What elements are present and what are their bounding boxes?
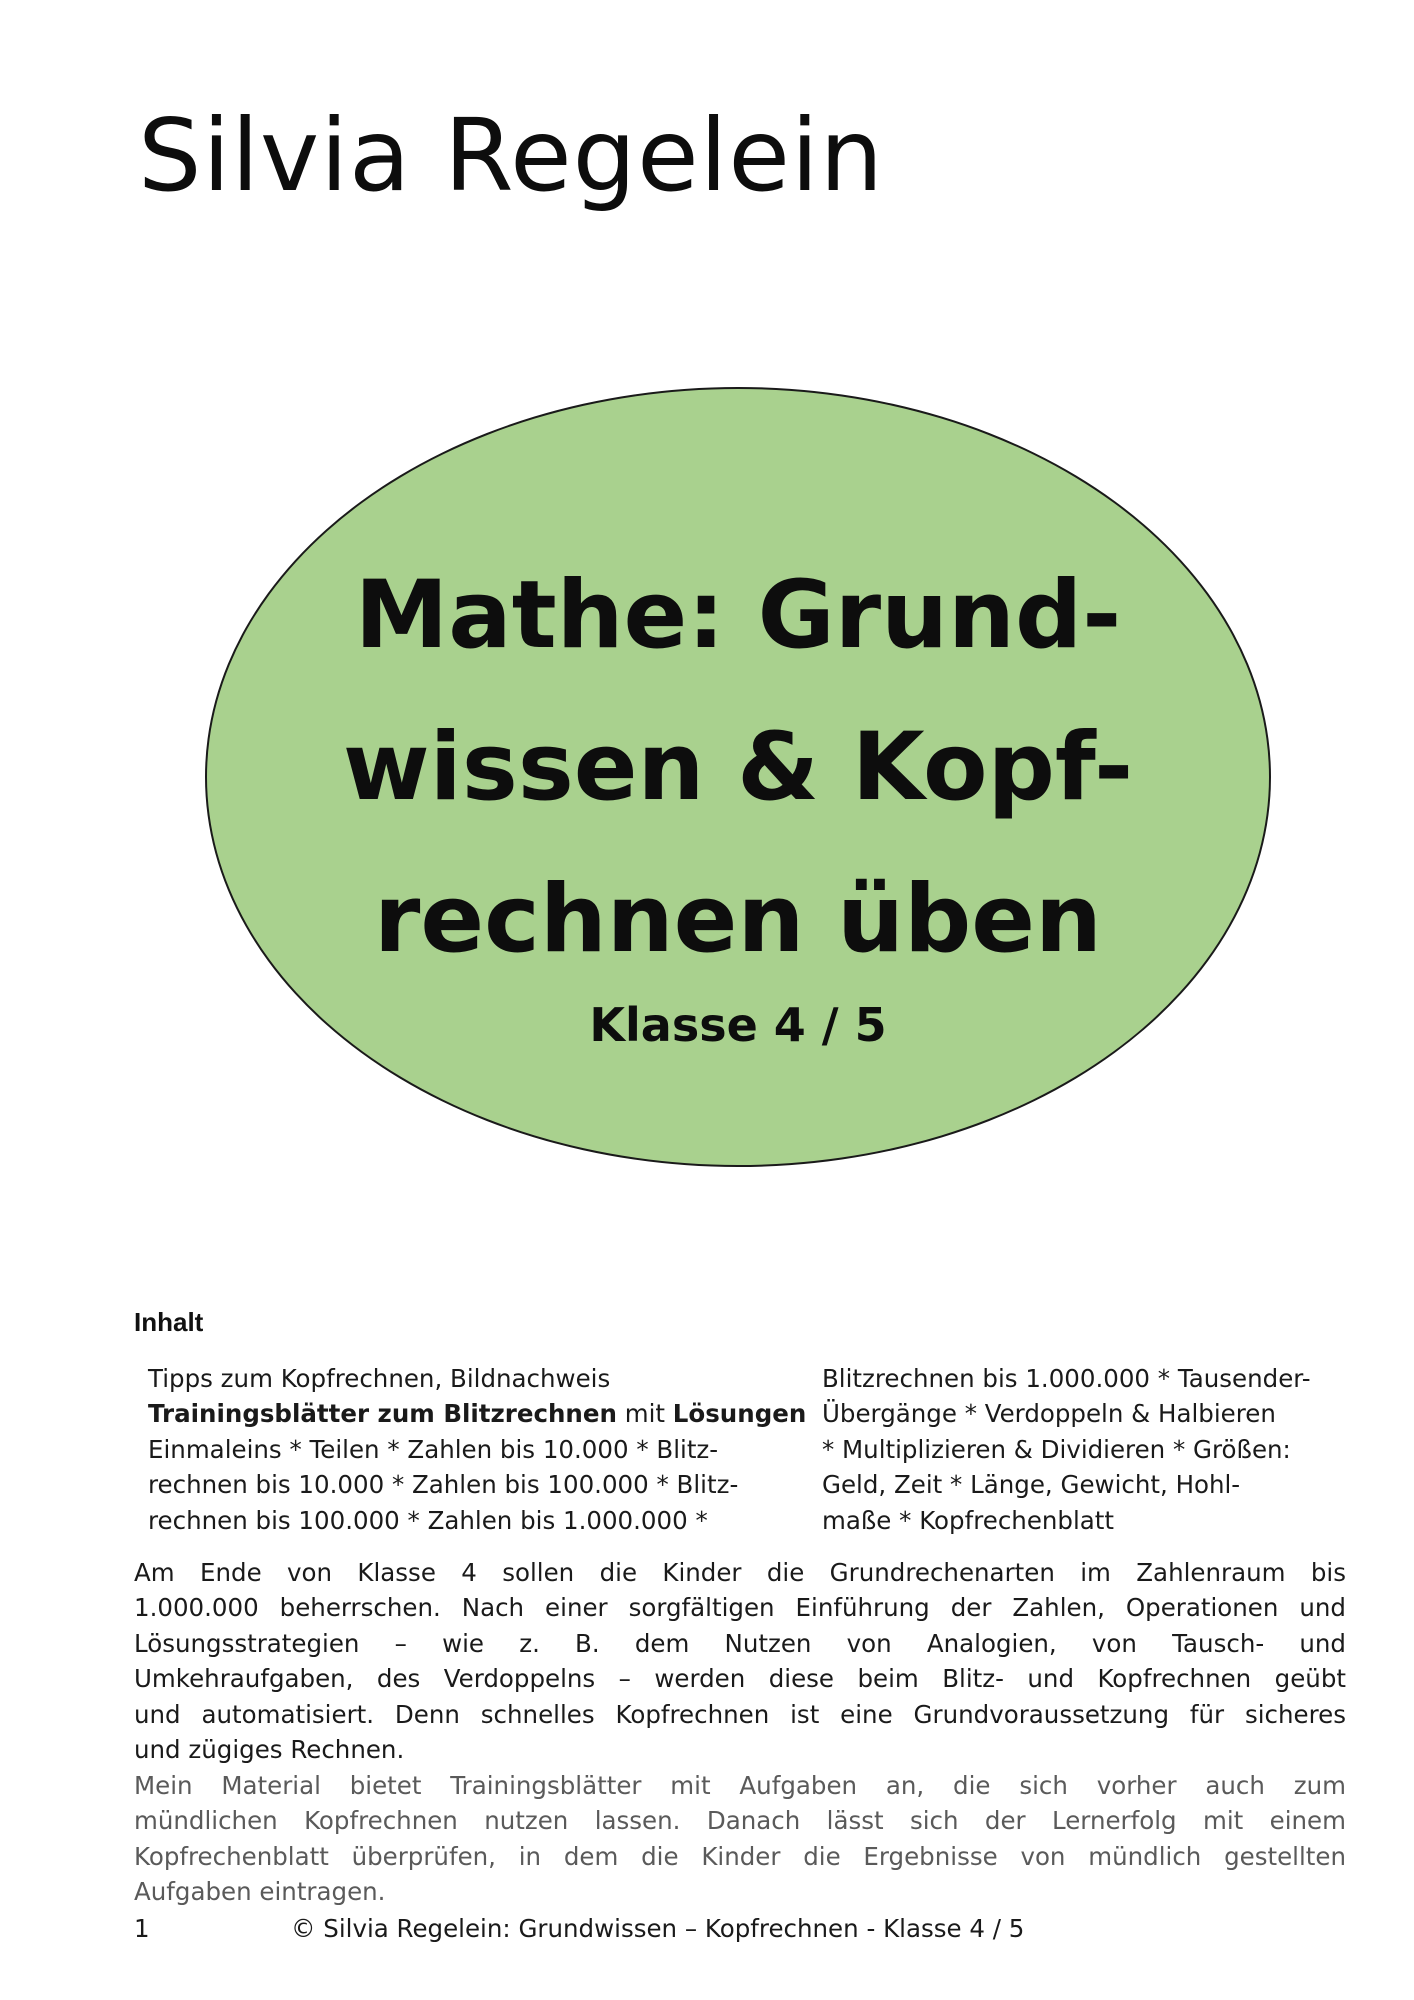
grade-subtitle: Klasse 4 / 5: [589, 998, 887, 1052]
paragraph-line: und zügiges Rechnen.: [134, 1735, 405, 1765]
paragraph-line: Mein Material bietet Trainingsblätter mit Aufgaben an, die sich vorher auch zum: [134, 1771, 1346, 1800]
document-title: [205, 540, 1271, 996]
contents-column-left: [148, 1361, 807, 1538]
contents-line: maße * Kopfrechenblatt: [822, 1505, 1115, 1535]
contents-bold-part: Lösungen: [672, 1399, 807, 1429]
contents-line: Tipps zum Kopfrechnen, Bildnachweis: [148, 1364, 611, 1393]
paragraph-line: Am Ende von Klasse 4 sollen die Kinder die Grundrechenarten im Zahlenraum bis: [134, 1558, 1346, 1587]
title-line: Mathe: Grund-: [354, 561, 1122, 670]
contents-line: Blitzrechnen bis 1.000.000 * Tausender-: [822, 1364, 1311, 1393]
contents-line: Geld, Zeit * Länge, Gewicht, Hohl-: [822, 1470, 1241, 1500]
intro-paragraph-1: [134, 1555, 1346, 1767]
contents-bold-part: Trainingsblätter zum Blitzrechnen: [148, 1399, 617, 1429]
contents-column-right: [822, 1361, 1362, 1538]
paragraph-line: Aufgaben eintragen.: [134, 1877, 386, 1907]
title-line: rechnen üben: [374, 865, 1102, 974]
paragraph-line: Kopfrechenblatt überprüfen, in dem die Kinder die Ergebnisse von mündlich gestellten: [134, 1841, 1346, 1871]
contents-line: * Multiplizieren & Dividieren * Größen:: [822, 1434, 1291, 1464]
page-number: 1: [134, 1914, 150, 1943]
contents-line: rechnen bis 10.000 * Zahlen bis 100.000 * Blitz-: [148, 1470, 739, 1500]
title-line: wissen & Kopf-: [342, 713, 1134, 822]
paragraph-line: mündlichen Kopfrechnen nutzen lassen. Danach lässt sich der Lernerfolg mit einem: [134, 1806, 1346, 1836]
paragraph-line: Umkehraufgaben, des Verdoppelns – werden diese beim Blitz- und Kopfrechnen geübt: [134, 1664, 1346, 1694]
contents-heading: Inhalt: [134, 1307, 204, 1337]
contents-normal-part: mit: [616, 1399, 673, 1429]
contents-line: Einmaleins * Teilen * Zahlen bis 10.000 * Blitz-: [148, 1434, 719, 1464]
contents-line-training: [148, 1396, 807, 1431]
author-name: Silvia Regelein: [138, 97, 885, 214]
contents-line: rechnen bis 100.000 * Zahlen bis 1.000.000 *: [148, 1505, 708, 1535]
intro-paragraph-2: [134, 1768, 1346, 1910]
copyright-notice: © Silvia Regelein: Grundwissen – Kopfrechnen - Klasse 4 / 5: [291, 1914, 1025, 1943]
paragraph-line: und automatisiert. Denn schnelles Kopfrechnen ist eine Grundvoraussetzung für sicheres: [134, 1699, 1346, 1729]
paragraph-line: 1.000.000 beherrschen. Nach einer sorgfältigen Einführung der Zahlen, Operationen und: [134, 1593, 1346, 1623]
contents-line: Übergänge * Verdoppeln & Halbieren: [822, 1399, 1276, 1429]
paragraph-line: Lösungsstrategien – wie z. B. dem Nutzen von Analogien, von Tausch- und: [134, 1628, 1346, 1658]
